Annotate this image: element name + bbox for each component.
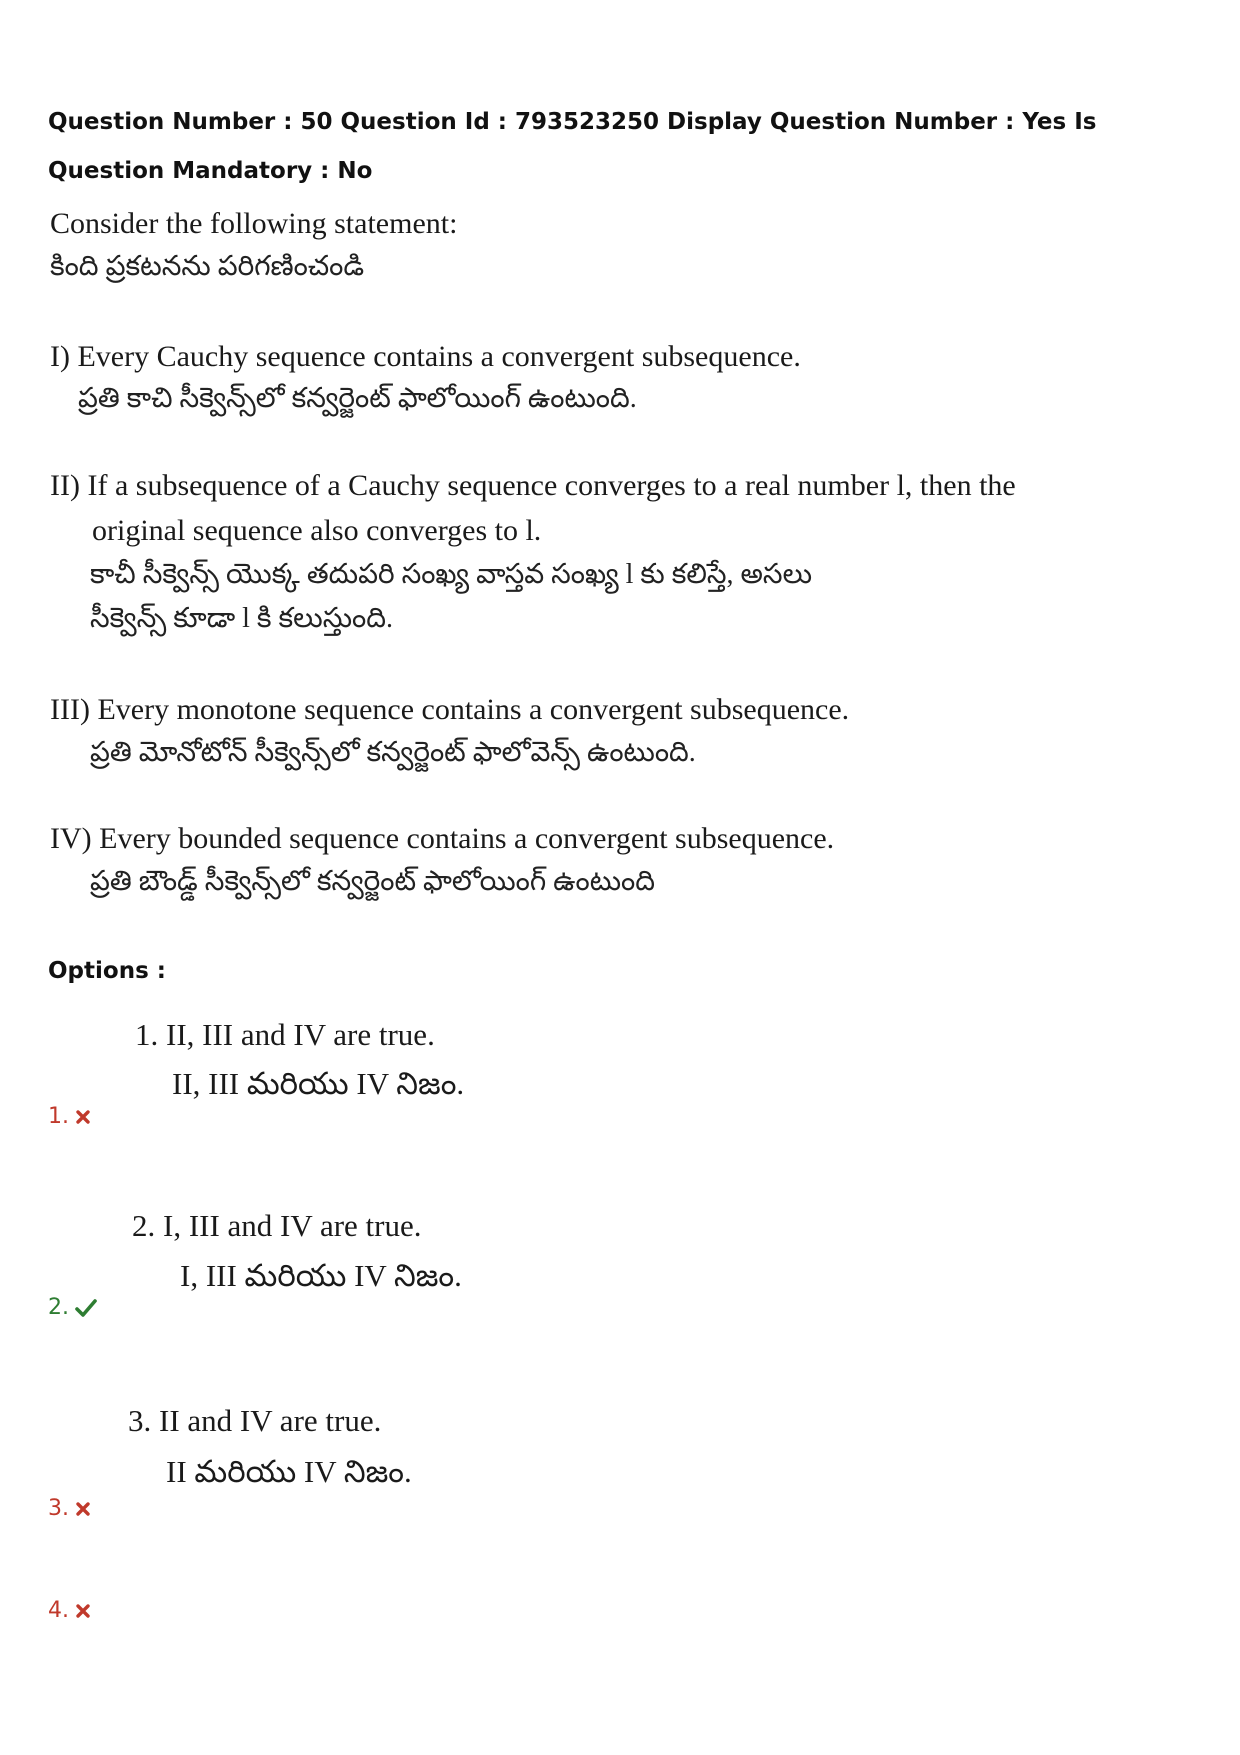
option-4-number: 4. <box>48 1598 69 1623</box>
option-4-marker[interactable] <box>48 1598 91 1623</box>
options-label: Options : <box>48 958 166 984</box>
option-2-text-te: I, III మరియు IV నిజం. <box>180 1258 462 1293</box>
statement-1-te: ప్రతి కాచి సీక్వెన్స్‌లో కన్వర్జెంట్ ఫాలోయింగ్ ఉంటుంది. <box>78 383 637 414</box>
statement-2-en-line2: original sequence also converges to l. <box>92 514 542 547</box>
statement-4-en: IV) Every bounded sequence contains a convergent subsequence. <box>50 822 835 855</box>
statement-4-te: ప్రతి బౌండ్డ్ సీక్వెన్స్‌లో కన్వర్జెంట్ ఫాలోయింగ్ ఉంటుంది <box>90 866 655 897</box>
option-2-marker[interactable] <box>48 1295 97 1320</box>
statement-intro-te: కింది ప్రకటనను పరిగణించండి <box>50 251 365 282</box>
option-1-text-te: II, III మరియు IV నిజం. <box>172 1066 465 1101</box>
check-icon <box>75 1299 97 1317</box>
option-3-marker[interactable] <box>48 1496 91 1521</box>
cross-icon <box>75 1603 91 1619</box>
option-2-text-en: 2. I, III and IV are true. <box>132 1208 422 1243</box>
option-1-marker[interactable] <box>48 1104 91 1129</box>
statement-3-en: III) Every monotone sequence contains a convergent subsequence. <box>50 693 850 726</box>
statement-1-en: I) Every Cauchy sequence contains a convergent subsequence. <box>50 340 801 373</box>
statement-intro-en: Consider the following statement: <box>50 207 458 240</box>
cross-icon <box>75 1109 91 1125</box>
option-3-text-te: II మరియు IV నిజం. <box>166 1454 412 1489</box>
option-3-text-en: 3. II and IV are true. <box>128 1403 382 1438</box>
cross-icon <box>75 1501 91 1517</box>
statement-2-te-line1: కాచీ సీక్వెన్స్ యొక్క తదుపరి సంఖ్య వాస్తవ సంఖ్య l కు కలిస్తే, అసలు <box>90 559 813 590</box>
question-header: Question Number : 50 Question Id : 793523250 Display Question Number : Yes Is Question Mandatory : No <box>48 109 1097 184</box>
option-3-number: 3. <box>48 1496 69 1521</box>
option-1-text-en: 1. II, III and IV are true. <box>135 1017 435 1052</box>
statement-2-te-line2: సీక్వెన్స్ కూడా l కి కలుస్తుంది. <box>90 603 394 634</box>
option-2-number: 2. <box>48 1295 69 1320</box>
statement-3-te: ప్రతి మోనోటోన్ సీక్వెన్స్‌లో కన్వర్జెంట్ ఫాలోవెన్స్ ఉంటుంది. <box>90 737 696 768</box>
option-1-number: 1. <box>48 1104 69 1129</box>
statement-2-en-line1: II) If a subsequence of a Cauchy sequence converges to a real number l, then the <box>50 469 1016 502</box>
